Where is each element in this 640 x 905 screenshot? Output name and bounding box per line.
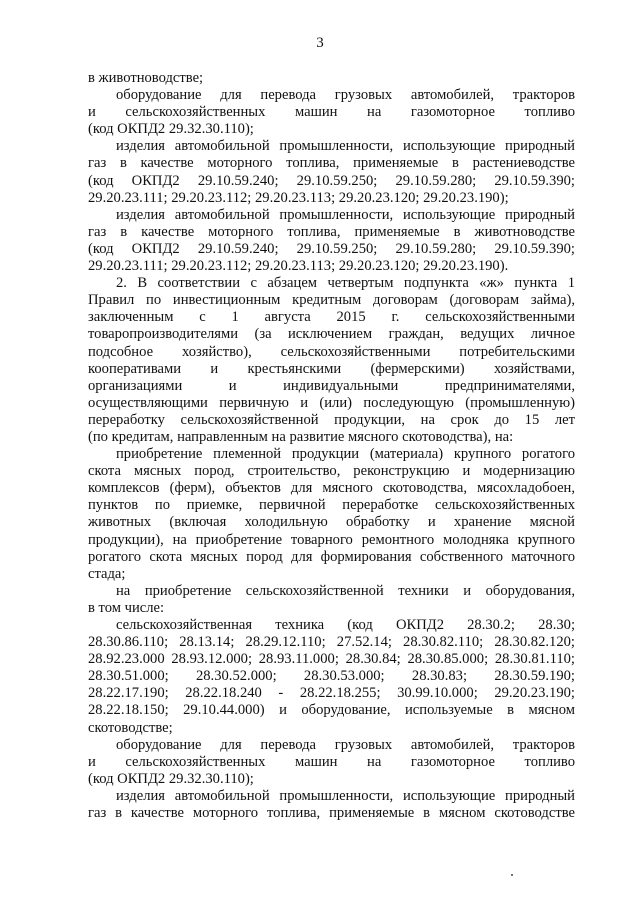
text-line: 29.20.23.111; 29.20.23.112; 29.20.23.113; 29.20.23.120; 29.20.23.190). xyxy=(88,258,509,275)
text-line: (код ОКПД2 29.10.59.240; 29.10.59.250; 29.10.59.280; 29.10.59.390; xyxy=(88,172,575,189)
text-line: и сельскохозяйственных машин на газомоторное топливо xyxy=(88,753,575,770)
text-line: 2. В соответствии с абзацем четвертым подпункта «ж» пункта 1 xyxy=(116,275,575,292)
text-line: оборудование для перевода грузовых автомобилей, тракторов xyxy=(116,87,575,104)
text-line: скотоводстве; xyxy=(88,719,173,736)
page-number: 3 xyxy=(316,35,324,51)
text-line: газ в качестве моторного топлива, применяемые в мясном скотоводстве xyxy=(88,805,575,822)
text-line: газ в качестве моторного топлива, применяемые в животноводстве xyxy=(88,223,575,240)
text-line: кооперативами и крестьянскими (фермерскими) хозяйствами, xyxy=(88,360,575,377)
text-line: Правил по инвестиционным кредитным договорам (договорам займа), xyxy=(88,292,575,309)
text-line: изделия автомобильной промышленности, использующие природный xyxy=(116,787,575,804)
text-line: и сельскохозяйственных машин на газомоторное топливо xyxy=(88,104,575,121)
text-line: рогатого скота мясных пород для формирования собственного маточного xyxy=(88,548,575,565)
text-line: (код ОКПД2 29.32.30.110); xyxy=(88,770,254,787)
text-line: комплексов (ферм), объектов для мясного скотоводства, мясохладобоен, xyxy=(88,480,575,497)
text-line: изделия автомобильной промышленности, использующие природный xyxy=(116,138,575,155)
text-line: 28.30.51.000; 28.30.52.000; 28.30.53.000; 28.30.83; 28.30.59.190; xyxy=(88,668,575,685)
text-line: 28.30.86.110; 28.13.14; 28.29.12.110; 27.52.14; 28.30.82.110; 28.30.82.120; xyxy=(88,634,575,651)
text-line: переработку сельскохозяйственной продукции, на срок до 15 лет xyxy=(88,411,575,428)
text-line: на приобретение сельскохозяйственной техники и оборудования, xyxy=(116,582,575,599)
text-line: подсобное хозяйство), сельскохозяйственными потребительскими xyxy=(88,343,575,360)
text-line: заключенным с 1 августа 2015 г. сельскохозяйственными xyxy=(88,309,575,326)
text-line: (код ОКПД2 29.10.59.240; 29.10.59.250; 29.10.59.280; 29.10.59.390; xyxy=(88,240,575,257)
scan-speck xyxy=(511,874,513,876)
body-text xyxy=(88,70,575,822)
text-line: 28.22.17.190; 28.22.18.240 - 28.22.18.255; 30.99.10.000; 29.20.23.190; xyxy=(88,685,575,702)
text-line: товаропроизводителями (за исключением граждан, ведущих личное xyxy=(88,326,575,343)
text-line: (по кредитам, направленным на развитие мясного скотоводства), на: xyxy=(88,428,514,445)
text-line: в животноводстве; xyxy=(88,70,204,86)
text-line: 28.92.23.000 28.93.12.000; 28.93.11.000; 28.30.84; 28.30.85.000; 28.30.81.110; xyxy=(88,651,575,668)
text-line: осуществляющими первичную и (или) последующую (промышленную) xyxy=(88,394,575,411)
text-line: (код ОКПД2 29.32.30.110); xyxy=(88,121,254,138)
text-line: газ в качестве моторного топлива, применяемые в растениеводстве xyxy=(88,155,575,172)
text-line: сельскохозяйственная техника (код ОКПД2 28.30.2; 28.30; xyxy=(116,617,575,633)
text-line: в том числе: xyxy=(88,599,165,616)
text-line: стада; xyxy=(88,565,126,582)
text-line: организациями и индивидуальными предпринимателями, xyxy=(88,377,575,394)
text-line: приобретение племенной продукции (материала) крупного рогатого xyxy=(116,446,575,463)
text-line: изделия автомобильной промышленности, использующие природный xyxy=(116,206,575,223)
text-line: скота мясных пород, строительство, реконструкцию и модернизацию xyxy=(88,463,575,480)
text-line: оборудование для перевода грузовых автомобилей, тракторов xyxy=(116,736,575,753)
text-line: 29.20.23.111; 29.20.23.112; 29.20.23.113; 29.20.23.120; 29.20.23.190); xyxy=(88,189,509,206)
text-line: продукции), на приобретение товарного ремонтного молодняка крупного xyxy=(88,531,575,548)
text-line: 28.22.18.150; 29.10.44.000) и оборудование, используемые в мясном xyxy=(88,702,575,719)
text-line: животных (включая холодильную обработку и хранение мясной xyxy=(88,514,575,531)
text-line: пунктов по приемке, первичной переработке сельскохозяйственных xyxy=(88,497,575,514)
